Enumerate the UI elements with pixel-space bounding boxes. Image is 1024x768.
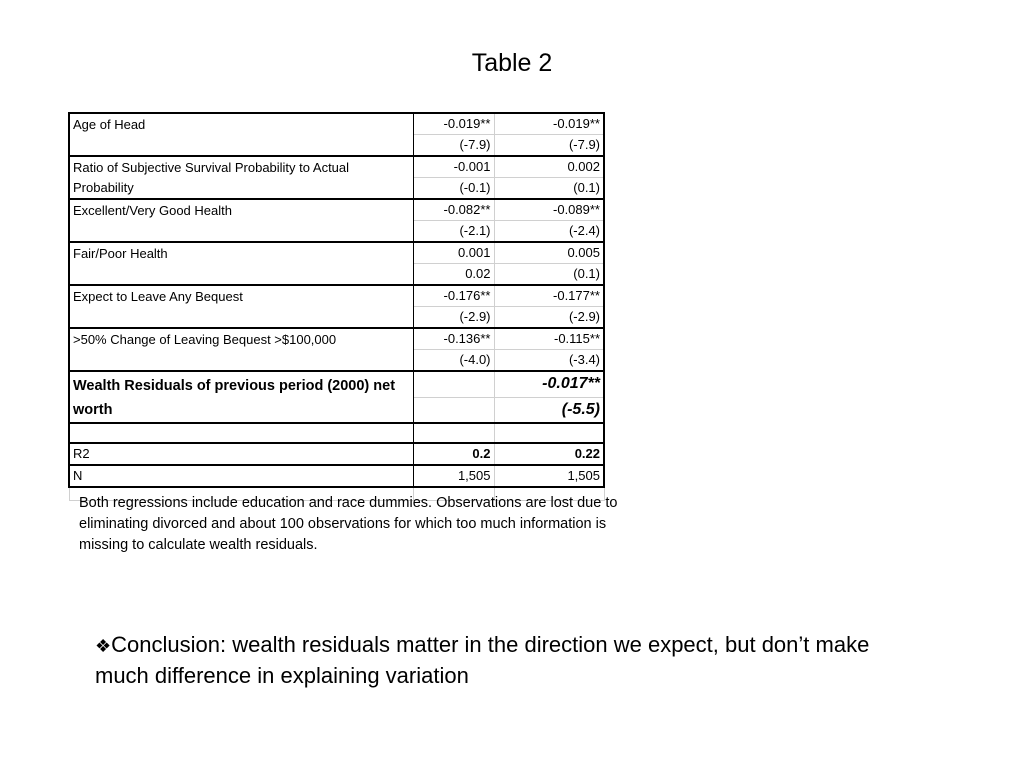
row-label-bequest-over-100k: >50% Change of Leaving Bequest >$100,000 [69, 328, 413, 371]
row-label-wealth-residuals: Wealth Residuals of previous period (2000) net worth [69, 371, 413, 423]
n-cell: 1,505 [413, 465, 494, 487]
coef-cell: 0.002 [494, 156, 604, 178]
t-stat-cell: 0.02 [413, 264, 494, 286]
conclusion-text: Conclusion: wealth residuals matter in the direction we expect, but don’t make much difference in explaining variation [95, 632, 870, 688]
table-row [69, 328, 604, 350]
table-row [69, 242, 604, 264]
regression-table [68, 112, 605, 501]
t-stat-cell: (-7.9) [494, 135, 604, 157]
n-cell: 1,505 [494, 465, 604, 487]
t-stat-cell: (-7.9) [413, 135, 494, 157]
t-stat-cell: (-4.0) [413, 350, 494, 372]
r2-cell: 0.2 [413, 443, 494, 465]
coef-cell: 0.005 [494, 242, 604, 264]
t-stat-cell: (-2.9) [413, 307, 494, 329]
row-label-r2: R2 [69, 443, 413, 465]
t-stat-cell [413, 397, 494, 423]
table-row [69, 371, 604, 397]
coef-cell: -0.001 [413, 156, 494, 178]
t-stat-cell: (0.1) [494, 178, 604, 200]
row-label-survival-ratio: Ratio of Subjective Survival Probability to Actual Probability [69, 156, 413, 199]
row-label-fair-poor-health: Fair/Poor Health [69, 242, 413, 285]
blank-cell [69, 423, 413, 443]
table-note: Both regressions include education and race dummies. Observations are lost due to eliminating divorced and about 100 observations for which too much information is missing to calculate wealth residuals. [79, 495, 618, 553]
coef-cell: -0.089** [494, 199, 604, 221]
row-label-age-of-head: Age of Head [69, 113, 413, 156]
table-row [69, 285, 604, 307]
r2-cell: 0.22 [494, 443, 604, 465]
t-stat-cell: (-0.1) [413, 178, 494, 200]
coef-cell: -0.136** [413, 328, 494, 350]
row-label-expect-bequest: Expect to Leave Any Bequest [69, 285, 413, 328]
t-stat-cell: (0.1) [494, 264, 604, 286]
coef-cell: -0.082** [413, 199, 494, 221]
t-stat-cell: (-2.9) [494, 307, 604, 329]
table-row [69, 156, 604, 178]
t-stat-cell: (-2.1) [413, 221, 494, 243]
table-row [69, 199, 604, 221]
coef-cell: -0.115** [494, 328, 604, 350]
conclusion-bullet-text [95, 630, 895, 691]
coef-cell: -0.019** [413, 113, 494, 135]
coef-cell: -0.176** [413, 285, 494, 307]
t-stat-cell: (-5.5) [494, 397, 604, 423]
blank-cell [413, 423, 494, 443]
table-row [69, 465, 604, 487]
table-row [69, 443, 604, 465]
row-label-n: N [69, 465, 413, 487]
coef-cell [413, 371, 494, 397]
table-row [69, 113, 604, 135]
blank-cell [494, 423, 604, 443]
coef-cell: 0.001 [413, 242, 494, 264]
coef-cell: -0.017** [494, 371, 604, 397]
t-stat-cell: (-3.4) [494, 350, 604, 372]
coef-cell: -0.019** [494, 113, 604, 135]
t-stat-cell: (-2.4) [494, 221, 604, 243]
table-row [69, 423, 604, 443]
coef-cell: -0.177** [494, 285, 604, 307]
row-label-excellent-health: Excellent/Very Good Health [69, 199, 413, 242]
diamond-bullet-icon: ❖ [95, 636, 112, 656]
slide-title: Table 2 [471, 49, 553, 77]
